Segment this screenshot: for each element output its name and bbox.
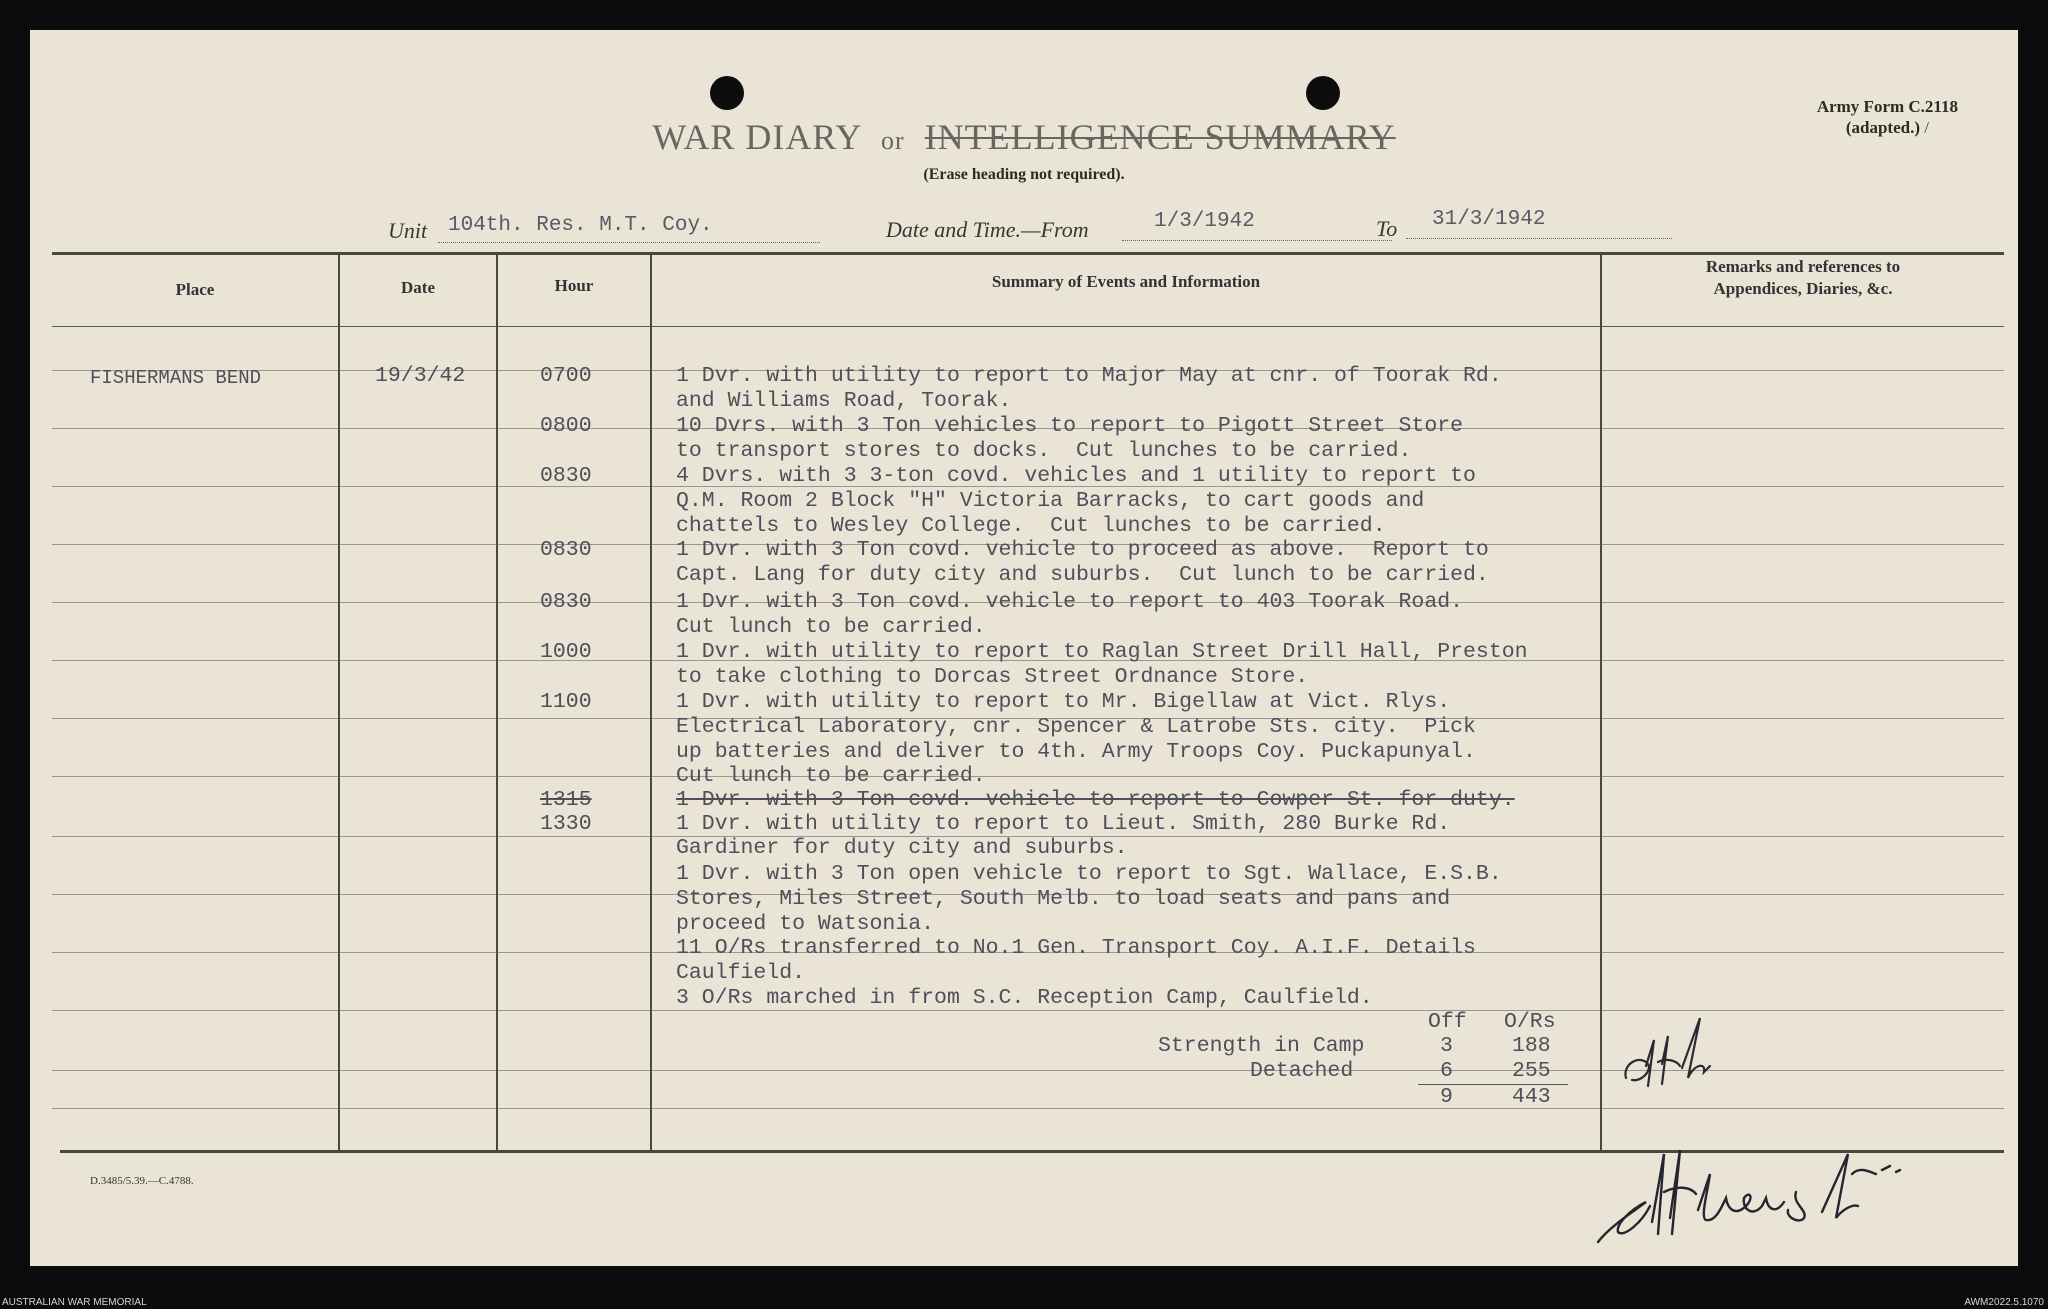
summary-line-struck: 1 Dvr. with 3 Ton covd. vehicle to report to Cowper St. for duty.	[676, 788, 1515, 812]
strength-row-label: Detached	[1250, 1059, 1354, 1083]
col-divider-date-hour	[496, 254, 498, 1152]
army-form-label	[1817, 96, 1958, 138]
corner-mark: /	[1924, 118, 1929, 137]
to-dotted-line	[1406, 238, 1672, 239]
summary-line: Capt. Lang for duty city and suburbs. Cut lunch to be carried.	[676, 563, 1489, 587]
title-struck-intelligence-summary: INTELLIGENCE SUMMARY	[924, 117, 1396, 157]
initials-signature	[1618, 1006, 1768, 1106]
strength-row-ors: 188	[1512, 1034, 1551, 1058]
summary-line: 3 O/Rs marched in from S.C. Reception Camp, Caulfield.	[676, 986, 1373, 1010]
form-title	[30, 116, 2018, 158]
summary-line: Cut lunch to be carried.	[676, 615, 986, 639]
entry-hour: 1330	[540, 812, 592, 836]
summary-line: 1 Dvr. with 3 Ton covd. vehicle to report to 403 Toorak Road.	[676, 590, 1464, 614]
header-place: Place	[175, 280, 215, 299]
archive-caption-right: AWM2022.5.1070	[1964, 1297, 2044, 1308]
col-divider-summary-remarks	[1600, 254, 1602, 1152]
erase-heading-note: (Erase heading not required).	[923, 166, 1125, 183]
summary-line: Caulfield.	[676, 961, 806, 985]
entry-date: 19/3/42	[375, 364, 466, 388]
header-remarks-line-1: Remarks and references to	[1705, 257, 1901, 276]
header-date: Date	[401, 278, 435, 297]
strength-row-ors: 255	[1512, 1059, 1551, 1083]
strength-total-ors: 443	[1512, 1085, 1551, 1109]
punch-hole-right	[1306, 76, 1340, 110]
unit-date-line	[30, 210, 2018, 250]
unit-dotted-line	[438, 242, 820, 243]
row-rule	[52, 1108, 2004, 1109]
officer-signature	[1590, 1114, 1930, 1254]
header-remarks	[1602, 256, 2004, 300]
summary-line: 1 Dvr. with utility to report to Mr. Bigellaw at Vict. Rlys.	[676, 690, 1451, 714]
summary-line: 1 Dvr. with 3 Ton covd. vehicle to proceed as above. Report to	[676, 538, 1489, 562]
summary-line: Gardiner for duty city and suburbs.	[676, 836, 1128, 860]
war-diary-sheet	[30, 30, 2018, 1266]
summary-line: Stores, Miles Street, South Melb. to load seats and pans and	[676, 887, 1451, 911]
strength-row-label: Strength in Camp	[1158, 1034, 1365, 1058]
col-divider-hour-summary	[650, 254, 652, 1152]
army-form-number: Army Form C.2118	[1816, 97, 1958, 116]
entry-hour: 0830	[540, 590, 592, 614]
summary-line: proceed to Watsonia.	[676, 912, 935, 936]
entry-hour: 0830	[540, 464, 592, 488]
entry-hour: 1100	[540, 690, 592, 714]
form-print-code: D.3485/5.39.—C.4788.	[90, 1175, 194, 1187]
summary-line: 1 Dvr. with utility to report to Raglan Street Drill Hall, Preston	[676, 640, 1528, 664]
unit-label: Unit	[388, 218, 428, 243]
table-top-rule	[52, 252, 2004, 255]
col-divider-place-date	[338, 254, 340, 1152]
summary-line: 1 Dvr. with utility to report to Lieut. Smith, 280 Burke Rd.	[676, 812, 1451, 836]
punch-hole-left	[710, 76, 744, 110]
summary-line: 1 Dvr. with utility to report to Major May at cnr. of Toorak Rd.	[676, 364, 1502, 388]
strength-col-ors: O/Rs	[1504, 1010, 1556, 1034]
from-dotted-line	[1122, 240, 1392, 241]
entry-hour: 0830	[540, 538, 592, 562]
title-or: or	[881, 126, 905, 155]
summary-line: 1 Dvr. with 3 Ton open vehicle to report to Sgt. Wallace, E.S.B.	[676, 862, 1502, 886]
summary-line: and Williams Road, Toorak.	[676, 389, 1012, 413]
summary-line: to transport stores to docks. Cut lunches to be carried.	[676, 439, 1412, 463]
entry-hour-struck: 1315	[540, 788, 592, 812]
strength-row-off: 6	[1440, 1059, 1453, 1083]
unit-value: 104th. Res. M.T. Coy.	[448, 214, 713, 237]
header-remarks-line-2: Appendices, Diaries, &c.	[1713, 279, 1893, 298]
entry-hour: 0700	[540, 364, 592, 388]
summary-line: to take clothing to Dorcas Street Ordnance Store.	[676, 665, 1309, 689]
army-form-adapted: (adapted.)	[1845, 118, 1920, 137]
row-rule	[52, 776, 2004, 777]
header-hour: Hour	[554, 276, 594, 295]
to-date-value: 31/3/1942	[1432, 208, 1546, 231]
strength-col-off: Off	[1428, 1010, 1467, 1034]
entry-hour: 1000	[540, 640, 592, 664]
summary-line: up batteries and deliver to 4th. Army Troops Coy. Puckapunyal.	[676, 740, 1476, 764]
summary-line: Cut lunch to be carried.	[676, 764, 986, 788]
summary-line: 4 Dvrs. with 3 3-ton covd. vehicles and 1 utility to report to	[676, 464, 1476, 488]
entry-hour: 0800	[540, 414, 592, 438]
summary-line: Q.M. Room 2 Block "H" Victoria Barracks, to cart goods and	[676, 489, 1425, 513]
title-war-diary: WAR DIARY	[652, 117, 861, 157]
strength-row-off: 3	[1440, 1034, 1453, 1058]
summary-line: 11 O/Rs transferred to No.1 Gen. Transport Coy. A.I.F. Details	[676, 936, 1476, 960]
summary-line: 10 Dvrs. with 3 Ton vehicles to report to Pigott Street Store	[676, 414, 1464, 438]
header-summary: Summary of Events and Information	[991, 272, 1261, 291]
summary-line: chattels to Wesley College. Cut lunches to be carried.	[676, 514, 1386, 538]
archive-caption-left: AUSTRALIAN WAR MEMORIAL	[2, 1297, 147, 1308]
summary-line: Electrical Laboratory, cnr. Spencer & Latrobe Sts. city. Pick	[676, 715, 1476, 739]
entry-place: FISHERMANS BEND	[90, 367, 262, 389]
from-date-value: 1/3/1942	[1154, 210, 1255, 233]
header-rule	[52, 326, 2004, 327]
to-label: To	[1376, 216, 1398, 241]
date-time-label: Date and Time.—From	[886, 217, 1089, 242]
strength-total-off: 9	[1440, 1085, 1453, 1109]
